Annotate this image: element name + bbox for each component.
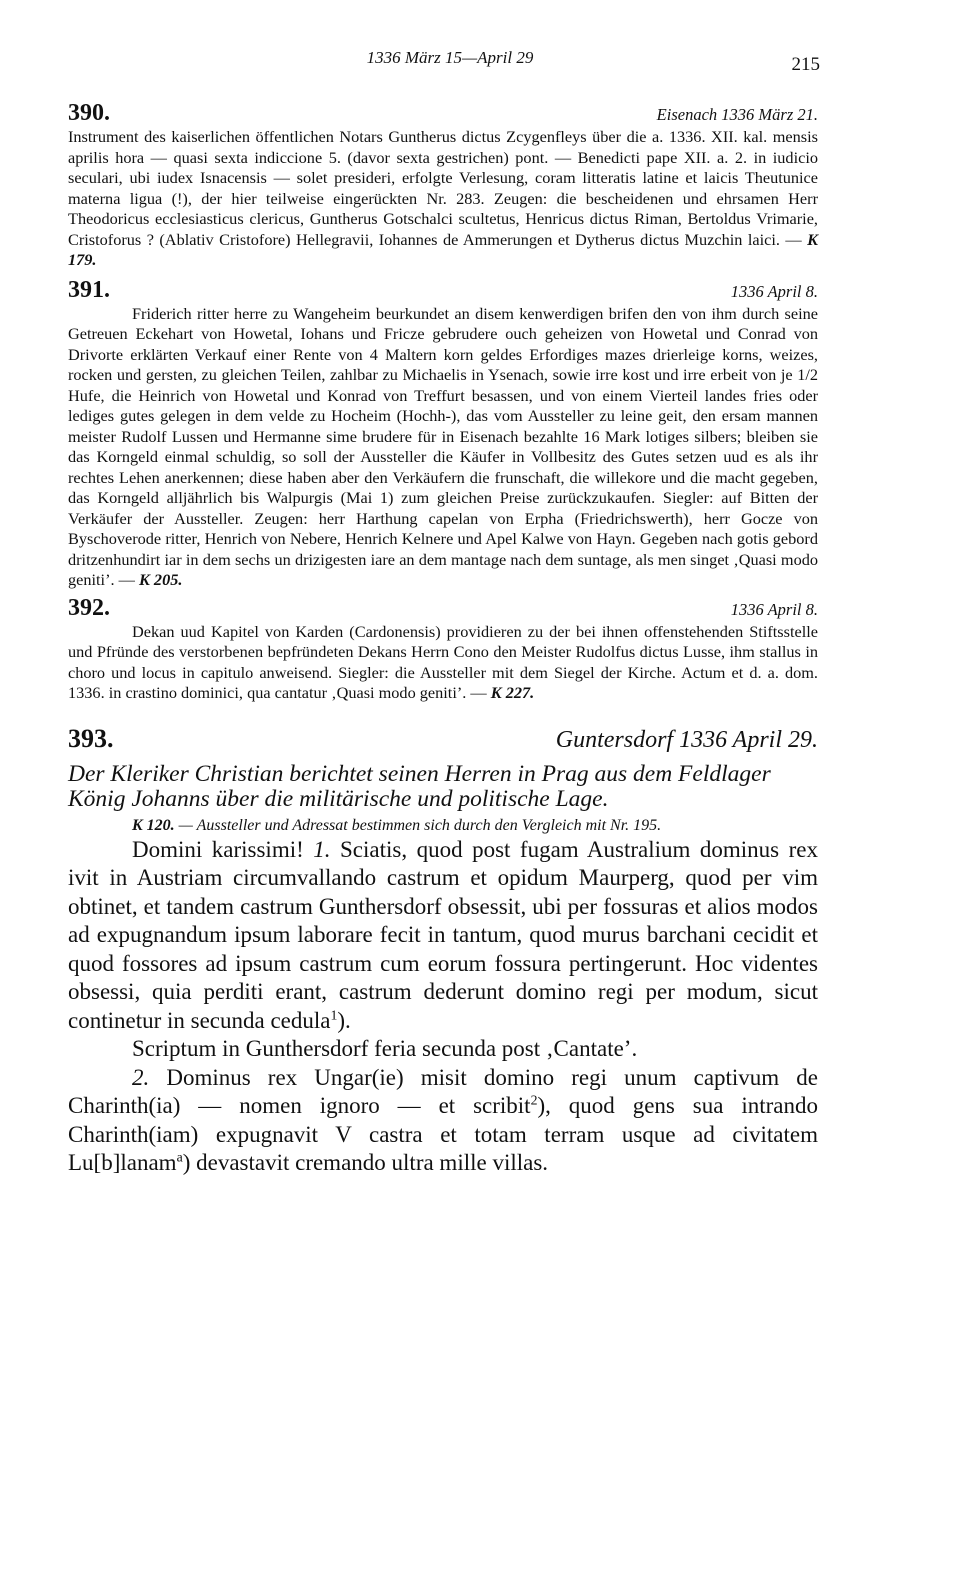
- entry-number: 391.: [68, 276, 110, 303]
- paragraph-text: Dominus rex Ungar(ie) misit domino regi unum captivum de Charinth(ia) — nomen ignoro — et scribit: [68, 1064, 819, 1118]
- entry-date: Eisenach 1336 März 21.: [656, 105, 818, 124]
- paragraph-text: Sciatis, quod post fugam Australium dominus rex ivit in Austriam circumvallando castrum et opidum Maurperg, quod per vim obtinet, et tandem castrum Gunthersdorf obsessit, ubi per fossuras et alios modos ad expugnandum ipsum laborare fecit in tantum, quod murus barchani cecidit et quod fossores ad ipsum castrum cum eorum fossura pertingerunt. Hoc videntes obsessi, quia perditi erant, castrum dederunt domino regi per modum, sicut continetur in secunda cedula: [68, 836, 818, 1033]
- section-number: 2.: [132, 1064, 150, 1090]
- page-body: [68, 100, 818, 1178]
- entry-regest: [68, 304, 818, 591]
- entry-text: Friderich ritter herre zu Wangeheim beurkundet an disem kenwerdigen brifen den von ihm durch seine Getreuen Eckehart von Howetal, Iohans und Fricze gebrudere ouch geheizen von Howetal und Conrad von Drivorte erklärten Verkauf einer Rente von 4 Maltern korn geldes Erfordiges mazes drierleige korns, weizes, rocken und gersten, zu gleichen Teilen, zahlbar zu Michaelis in Ysenach, sowie irre kost und irre erbeit von je 1/2 Hufe, die Heinrich von Howetal und Konrad von Treffurt besassen, und von einem Vierteil landes fries oder lediges gutes gelegen in dem velde zu Hocheim (Hochh-), das vom Aussteller zu leine geit, den ersam mannen meister Rudolf Lussen und Hermanne sime brudere für in Eisenach bezahlte 16 Mark lotiges silbers; bleiben sie das Korngeld einmal schuldig, so soll der Aussteller die Käufer in Vollbesitz des Gutes setzen uud es als ihr rechtes Lehen anerkennen; diese haben aber den Verkäufern die frunschaft, die willekore und die macht gegeben, das Korngeld alljährlich bis Walpurgis (Mai 1) zum gleichen Preise zurückzukaufen. Siegler: auf Bitten der Verkäufer der Aussteller. Zeugen: herr Harthung capelan von Erpha (Friedrichswerth), herr Gocze von Byschoverode ritter, Henrich von Nebere, Henrich Kelnere und Apel Kalwe von Hayn. Gegeben nach gotis gebord dritzenhundirt iar in dem sechs un drizigesten iare an dem mantage nach dem suntage, als men singet ‚Quasi modo geniti’. —: [68, 303, 818, 589]
- entry-date: Guntersdorf 1336 April 29.: [555, 726, 818, 753]
- entry-number: 390.: [68, 100, 110, 126]
- footnote-close: ).: [337, 1007, 351, 1033]
- entry-regest: [68, 127, 818, 271]
- archive-reference: K 179.: [68, 229, 818, 269]
- entry-393: [68, 724, 818, 1178]
- source-note: [68, 816, 818, 836]
- entry-regest: Der Kleriker Christian berichtet seinen Herren in Prag aus dem Feldlager König Johanns über die militärische und politische Lage.: [68, 760, 771, 812]
- archive-reference: K 120.: [132, 816, 175, 834]
- paragraph-text: ) devastavit cremando ultra mille villas.: [182, 1150, 549, 1175]
- entry-390: [68, 100, 818, 271]
- entry-regest: [68, 622, 818, 704]
- running-head: [0, 46, 960, 76]
- running-title: 1336 März 15—April 29: [366, 48, 534, 67]
- entry-number: 393.: [68, 723, 114, 753]
- source-note-text: — Aussteller und Adressat bestimmen sich durch den Vergleich mit Nr. 195.: [178, 816, 662, 834]
- salutation: Domini karissimi!: [132, 836, 304, 862]
- entry-391: [68, 277, 818, 591]
- footnote-marker: 1: [330, 1006, 338, 1022]
- entry-heading: [68, 724, 818, 754]
- letter-paragraph-1: [68, 836, 818, 1036]
- archive-reference: K 227.: [490, 683, 535, 702]
- letter-paragraph-2: Scriptum in Gunthersdorf feria secunda post ‚Cantate’.: [132, 1036, 638, 1061]
- section-number: 1.: [313, 836, 331, 862]
- entry-date: 1336 April 8.: [730, 281, 818, 301]
- entry-392: [68, 595, 818, 704]
- paragraph-text: ), quod gens sua intrando Charinth(iam) expugnavit V castra et totam terram usque ad civitatem Lu[b]lanam: [68, 1093, 818, 1175]
- entry-text: Instrument des kaiserlichen öffentlichen Notars Guntherus dictus Zcygenfleys über die a. 1336. XII. kal. mensis aprilis hora — quasi sexta indiccione 5. (davor sexta gestrichen) pont. — Benedicti pape XII. a. 2. in iudicio seculari, ubi iudex Isnacensis — solet presideri, erfolgte Verlesung, coram litteratis latine et laicis Theutunice materna ligua (!), der hier teilweise eingerückten Nr. 283. Zeugen: die bescheidenen und ehrsamen Herr Theodoricus ecclesiasticus clericus, Guntherus Gotschalci scultetus, Henricus dictus Riman, Bertoldus Vrimarie, Cristoforus ? (Ablativ Cristofore) Hellegravii, Iohannes de Ammerungen et Dytherus dictus Muzchin laici. —: [68, 127, 818, 249]
- entry-number: 392.: [68, 594, 110, 621]
- entry-heading: [68, 277, 818, 304]
- page-number: 215: [791, 54, 820, 75]
- archive-reference: K 205.: [139, 570, 183, 589]
- entry-heading: [68, 100, 818, 127]
- footnote-marker: a: [176, 1149, 183, 1165]
- entry-heading: [68, 595, 818, 622]
- entry-date: 1336 April 8.: [730, 599, 818, 619]
- entry-text: Dekan uud Kapitel von Karden (Cardonensis) providieren zu der bei ihnen offenstehenden Stiftsstelle und Pfründe des verstorbenen bepfründeten Dekans Herrn Cono den Meister Rudolfus dictus Lusse, ihm stallus in choro und locus in capitulo anweisend. Siegler: die Aussteller mit dem Siegel der Kirche. Actum et d. a. dom. 1336. in crastino dominici, qua cantatur ‚Quasi modo geniti’. —: [68, 621, 818, 702]
- letter-paragraph-3: [68, 1064, 818, 1178]
- footnote-marker: 2: [530, 1092, 538, 1108]
